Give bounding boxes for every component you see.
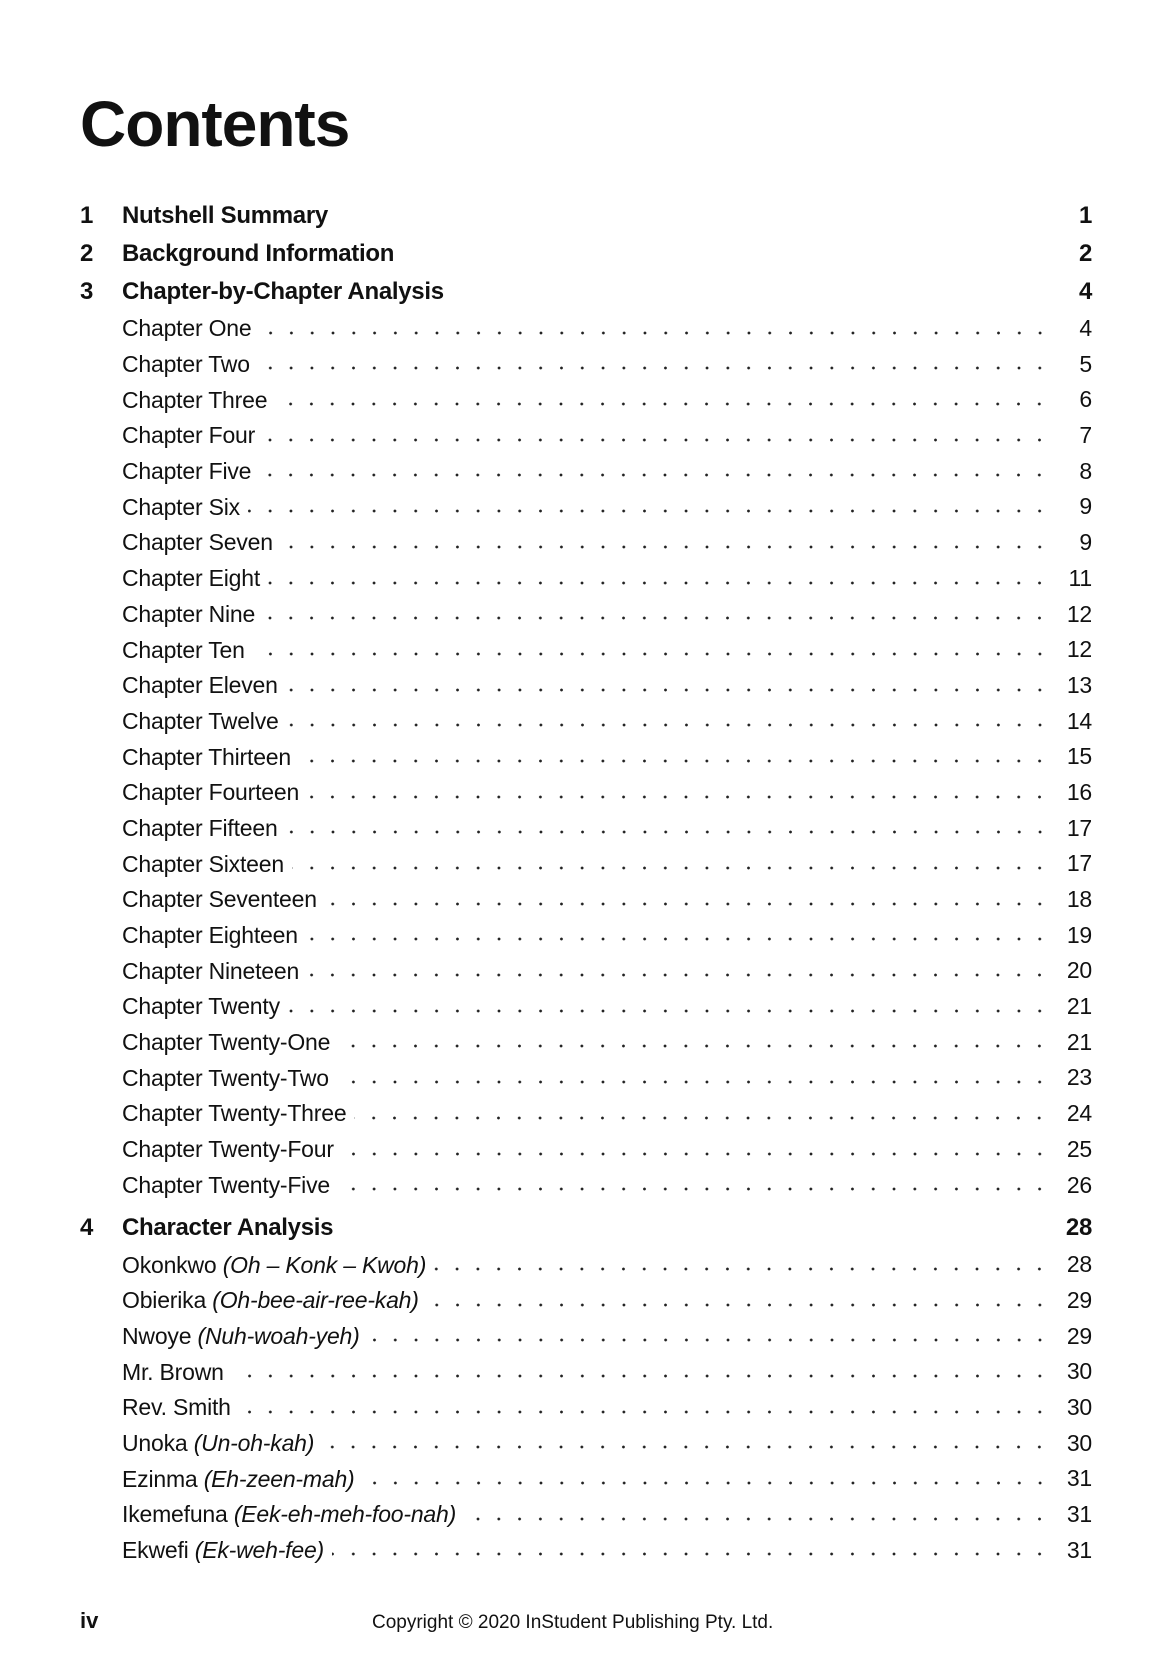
dot-leader [368,1319,1050,1355]
entry-name: Chapter Twenty-One [122,1029,331,1056]
entry-page-number: 23 [1066,1064,1092,1091]
toc-entry-row[interactable] [80,1025,1092,1061]
toc-entry-row[interactable] [80,1354,1092,1390]
entry-name: Chapter Three [122,386,268,413]
entry-page-number: 14 [1066,707,1092,734]
dot-leader [464,1497,1050,1533]
dot-leader [427,1283,1050,1319]
entry-page-number: 12 [1066,600,1092,627]
entry-page-number: 17 [1066,850,1092,877]
toc-entry-row[interactable] [80,1168,1092,1204]
entry-name: Chapter Twelve [122,707,279,734]
dot-leader [292,846,1050,882]
section-title: Nutshell Summary [122,202,328,229]
section-title: Chapter-by-Chapter Analysis [122,278,444,305]
dot-leader [299,739,1050,775]
section-page-number: 1 [1078,202,1092,229]
entry-title [122,565,268,592]
entry-page-number: 9 [1079,529,1092,556]
toc-entry-row[interactable] [80,597,1092,633]
entry-title [122,351,258,378]
toc-entry-row[interactable] [80,347,1092,383]
entry-name: Chapter Four [122,422,256,449]
entry-page-number: 13 [1066,671,1092,698]
entry-page-number: 21 [1066,993,1092,1020]
dot-leader [332,1533,1050,1569]
dot-leader [342,1132,1050,1168]
entry-title [122,1466,363,1493]
entry-title [122,1430,322,1457]
entry-title [122,886,325,913]
toc-entry-row[interactable] [80,1096,1092,1132]
entry-title [122,494,248,521]
entry-title [122,1172,338,1199]
entry-title [122,1136,342,1163]
dot-leader [306,918,1050,954]
entry-page-number: 20 [1066,957,1092,984]
dot-leader [322,1426,1050,1462]
entry-title [122,1394,239,1421]
toc-entry-row[interactable] [80,882,1092,918]
toc-entry-row[interactable] [80,1319,1092,1355]
dot-leader [259,454,1050,490]
toc-entry-row[interactable] [80,1497,1092,1533]
entry-page-number: 30 [1066,1393,1092,1420]
entry-name: Unoka [122,1429,188,1456]
entry-title [122,1100,354,1127]
dot-leader [248,489,1050,525]
dot-leader [354,1096,1050,1132]
entry-page-number: 29 [1066,1322,1092,1349]
dot-leader [263,418,1050,454]
entry-name: Chapter Thirteen [122,743,291,770]
entry-title [122,387,275,414]
dot-leader [286,668,1050,704]
dot-leader [286,811,1050,847]
entry-title [122,458,259,485]
entry-title [122,1252,434,1279]
entry-title [122,922,306,949]
dot-leader [281,525,1050,561]
toc-entry-row[interactable] [80,1533,1092,1569]
entry-name: Chapter Six [122,493,240,520]
entry-name: Ekwefi [122,1537,189,1564]
entry-pronunciation: (Oh-bee-air-ree-kah) [212,1287,419,1314]
section-number: 3 [80,278,94,305]
entry-title [122,1323,368,1350]
toc-entry-row[interactable] [80,846,1092,882]
entry-title [122,744,299,771]
section-page-number: 4 [1078,278,1092,305]
entry-title [122,1029,338,1056]
entry-name: Chapter Two [122,351,250,378]
entry-page-number: 5 [1079,350,1092,377]
toc-entry-row[interactable] [80,1247,1092,1283]
dot-leader [287,704,1050,740]
entry-pronunciation: (Eh-zeen-mah) [203,1465,355,1492]
section-title: Character Analysis [122,1214,334,1242]
entry-page-number: 16 [1066,778,1092,805]
dot-leader [253,632,1050,668]
entry-name: Chapter Sixteen [122,850,284,877]
dot-leader [307,953,1050,989]
toc-entry-row[interactable] [80,1060,1092,1096]
entry-title [122,958,307,985]
entry-page-number: 30 [1066,1429,1092,1456]
entry-name: Chapter Fourteen [122,779,300,806]
section-page-number: 2 [1078,240,1092,267]
dot-leader [434,1247,1050,1283]
entry-name: Chapter Eight [122,565,261,592]
entry-name: Chapter Eighteen [122,922,298,949]
entry-page-number: 31 [1066,1536,1092,1563]
dot-leader [363,1461,1051,1497]
toc-entry-row[interactable] [80,704,1092,740]
dot-leader [325,882,1050,918]
section-number: 2 [80,240,94,267]
toc-entry-row[interactable] [80,775,1092,811]
entry-page-number: 9 [1079,493,1092,520]
toc-entry-row[interactable] [80,311,1092,347]
entry-pronunciation: (Ek-weh-fee) [194,1537,324,1564]
section-title: Background Information [122,240,395,267]
toc-entry-row[interactable] [80,811,1092,847]
entry-title [122,1537,332,1564]
toc-entry-row[interactable] [80,632,1092,668]
entry-name: Chapter Twenty-Three [122,1100,347,1127]
toc-entry-row[interactable] [80,918,1092,954]
entry-page-number: 8 [1079,457,1092,484]
entry-name: Chapter Seventeen [122,886,317,913]
entry-title [122,601,263,628]
toc-entry-row[interactable] [80,489,1092,525]
dot-leader [288,989,1050,1025]
entry-page-number: 6 [1079,386,1092,413]
entry-title [122,993,288,1020]
entry-page-number: 11 [1068,564,1092,591]
entry-name: Chapter One [122,315,252,342]
toc-entry-row[interactable] [80,1390,1092,1426]
entry-name: Okonkwo [122,1251,217,1278]
entry-title [122,315,260,342]
entry-name: Chapter Twenty-Five [122,1171,330,1198]
entry-name: Obierika [122,1287,207,1314]
entry-title [122,815,286,842]
entry-page-number: 24 [1066,1100,1092,1127]
entry-name: Chapter Nineteen [122,957,300,984]
dot-leader [260,311,1051,347]
entry-page-number: 17 [1066,814,1092,841]
dot-leader [275,382,1050,418]
toc-entry-row[interactable] [80,561,1092,597]
entry-page-number: 25 [1066,1135,1092,1162]
entry-name: Chapter Twenty-Two [122,1064,329,1091]
dot-leader [258,347,1050,383]
entry-name: Chapter Ten [122,636,245,663]
dot-leader [307,775,1050,811]
toc-entry-row[interactable] [80,1426,1092,1462]
entry-page-number: 21 [1066,1028,1092,1055]
entry-title [122,1287,427,1314]
section-page-number: 28 [1065,1214,1092,1242]
entry-pronunciation: (Eek-eh-meh-foo-nah) [233,1501,457,1528]
entry-name: Ezinma [122,1465,198,1492]
toc-section-row[interactable] [80,235,1092,273]
entry-title [122,1359,232,1386]
toc-entry-row[interactable] [80,525,1092,561]
dot-leader [232,1354,1050,1390]
toc-entry-row[interactable] [80,989,1092,1025]
entry-page-number: 15 [1066,743,1092,770]
entry-title [122,637,253,664]
toc-entry-row[interactable] [80,739,1092,775]
entry-name: Chapter Twenty [122,993,280,1020]
entry-title [122,529,281,556]
toc-section-row[interactable] [80,197,1092,235]
toc-entry-row[interactable] [80,382,1092,418]
entry-title [122,1065,337,1092]
toc-entry-row[interactable] [80,1283,1092,1319]
toc-entry-row[interactable] [80,668,1092,704]
entry-page-number: 7 [1079,422,1092,449]
page-title: Contents [80,88,350,160]
entry-page-number: 30 [1066,1358,1092,1385]
entry-title [122,708,287,735]
entry-name: Nwoye [122,1322,192,1349]
footer-page-number: iv [80,1608,99,1633]
entry-pronunciation: (Oh – Konk – Kwoh) [222,1251,427,1278]
entry-title [122,851,292,878]
entry-name: Chapter Eleven [122,672,278,699]
entry-name: Ikemefuna [122,1501,228,1528]
entry-page-number: 12 [1066,636,1092,663]
toc-entry-row[interactable] [80,454,1092,490]
dot-leader [268,561,1050,597]
entry-title [122,422,263,449]
entry-name: Chapter Fifteen [122,814,278,841]
entry-page-number: 18 [1066,886,1092,912]
toc-entry-row[interactable] [80,1461,1092,1497]
dot-leader [338,1025,1050,1061]
entry-title [122,1501,464,1528]
entry-name: Chapter Seven [122,529,273,556]
entry-page-number: 31 [1066,1501,1092,1527]
dot-leader [337,1060,1050,1096]
entry-name: Chapter Nine [122,600,256,627]
entry-name: Rev. Smith [122,1394,231,1421]
entry-title [122,672,286,699]
entry-page-number: 28 [1066,1251,1092,1278]
section-number: 4 [80,1214,94,1242]
entry-name: Mr. Brown [122,1358,224,1385]
footer-copyright: Copyright © 2020 InStudent Publishing Pty. Ltd. [372,1612,774,1633]
dot-leader [338,1168,1050,1204]
dot-leader [239,1390,1050,1426]
section-number: 1 [80,202,94,229]
table-of-contents [80,197,1092,1568]
toc-entry-row[interactable] [80,953,1092,989]
toc-section-row[interactable] [80,273,1092,311]
toc-section-row[interactable] [80,1209,1092,1247]
entry-pronunciation: (Nuh-woah-yeh) [197,1322,360,1349]
entry-name: Chapter Five [122,458,252,485]
entry-page-number: 4 [1079,315,1092,341]
entry-page-number: 26 [1066,1171,1092,1198]
entry-page-number: 29 [1066,1286,1092,1313]
entry-name: Chapter Twenty-Four [122,1136,334,1163]
dot-leader [263,597,1050,633]
entry-page-number: 19 [1066,921,1092,948]
entry-page-number: 31 [1066,1465,1092,1492]
entry-title [122,779,307,806]
entry-pronunciation: (Un-oh-kah) [193,1429,315,1456]
toc-entry-row[interactable] [80,1132,1092,1168]
toc-entry-row[interactable] [80,418,1092,454]
